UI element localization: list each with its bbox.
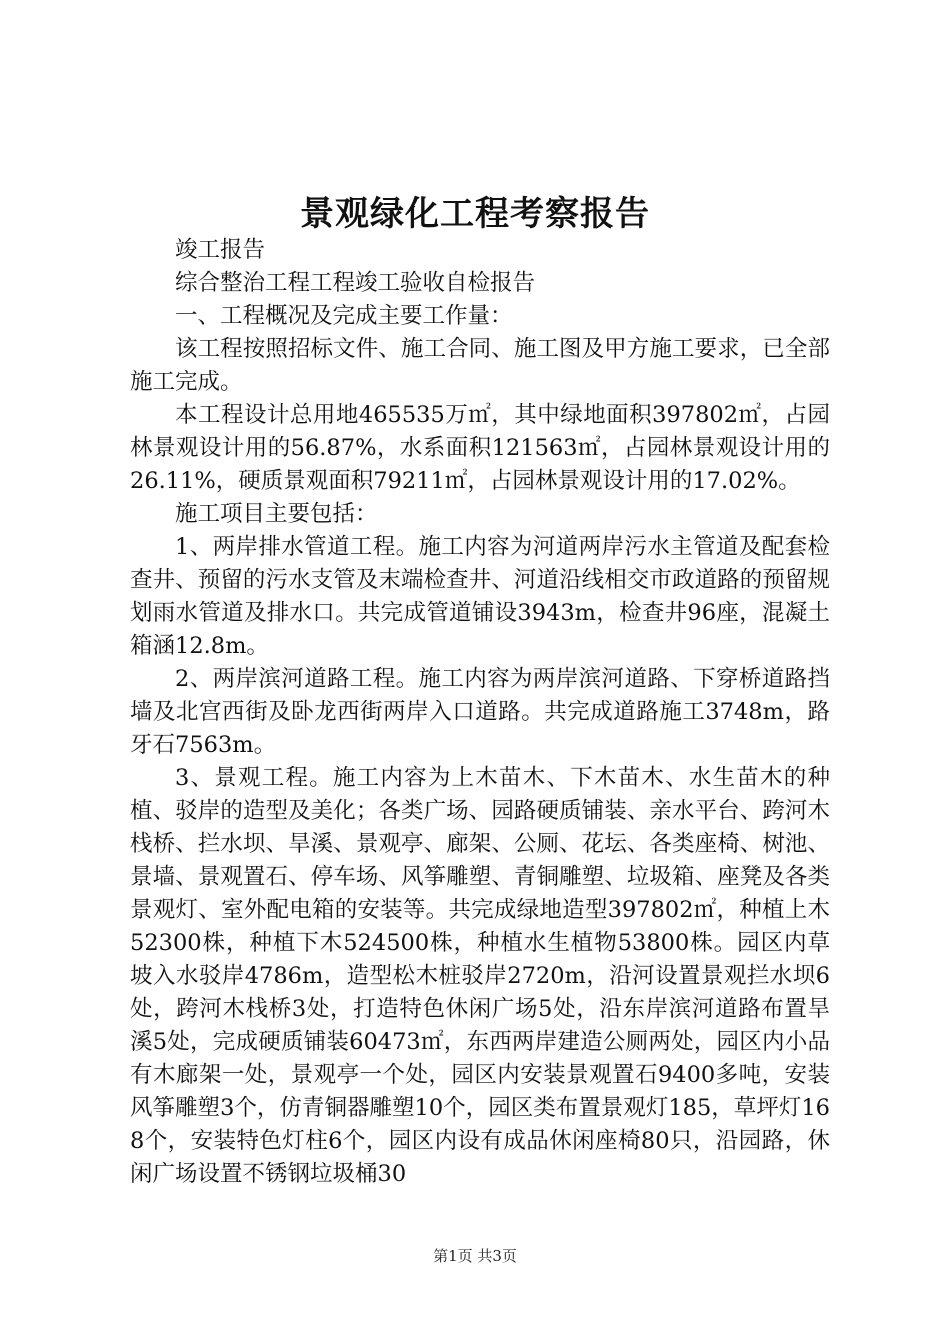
document-body xyxy=(130,234,830,1191)
paragraph-item-drainage: 1、两岸排水管道工程。施工内容为河道两岸污水主管道及配套检查井、预留的污水支管及末端检查井、河道沿线相交市政道路的预留规划雨水管道及排水口。共完成管道铺设3943m，检查井96座，混凝土箱涵12.8m。 xyxy=(130,534,830,659)
paragraph-completion: 该工程按照招标文件、施工合同、施工图及甲方施工要求，已全部施工完成。 xyxy=(130,336,830,395)
paragraph-item-road: 2、两岸滨河道路工程。施工内容为两岸滨河道路、下穿桥道路挡墙及北宫西街及卧龙西街两岸入口道路。共完成道路施工3748m，路牙石7563m。 xyxy=(130,666,830,758)
paragraph-heading-report: 竣工报告 xyxy=(175,237,266,263)
paragraph-subtitle: 综合整治工程工程竣工验收自检报告 xyxy=(175,270,536,296)
paragraph-items-intro: 施工项目主要包括： xyxy=(175,501,378,527)
paragraph-item-landscape: 3、景观工程。施工内容为上木苗木、下木苗木、水生苗木的种植、驳岸的造型及美化；各类广场、园路硬质铺装、亲水平台、跨河木栈桥、拦水坝、旱溪、景观亭、廊架、公厕、花坛、各类座椅、树池、景墙、景观置石、停车场、风筝雕塑、青铜雕塑、垃圾箱、座凳及各类景观灯、室外配电箱的安装等。共完成绿地造型397802㎡，种植上木52300株，种植下木524500株，种植水生植物53800株。园区内草坡入水驳岸4786m，造型松木桩驳岸2720m，沿河设置景观拦水坝6处，跨河木栈桥3处，打造特色休闲广场5处，沿东岸滨河道路布置旱溪5处，完成硬质铺装60473㎡，东西两岸建造公厕两处，园区内小品有木廊架一处，景观亭一个处，园区内安装景观置石9400多吨，安装风筝雕塑3个，仿青铜器雕塑10个，园区类布置景观灯185，草坪灯168个，安装特色灯柱6个，园区内设有成品休闲座椅80只，沿园路，休闲广场设置不锈钢垃圾桶30 xyxy=(130,765,830,1187)
document-title: 景观绿化工程考察报告 xyxy=(300,194,650,234)
paragraph-area-stats: 本工程设计总用地465535万㎡，其中绿地面积397802㎡，占园林景观设计用的56.87%，水系面积121563㎡，占园林景观设计用的26.11%，硬质景观面积79211㎡，占园林景观设计用的17.02%。 xyxy=(130,402,830,494)
page-footer: 第1页 共3页 xyxy=(433,1247,517,1265)
paragraph-section-heading: 一、工程概况及完成主要工作量： xyxy=(175,303,513,329)
